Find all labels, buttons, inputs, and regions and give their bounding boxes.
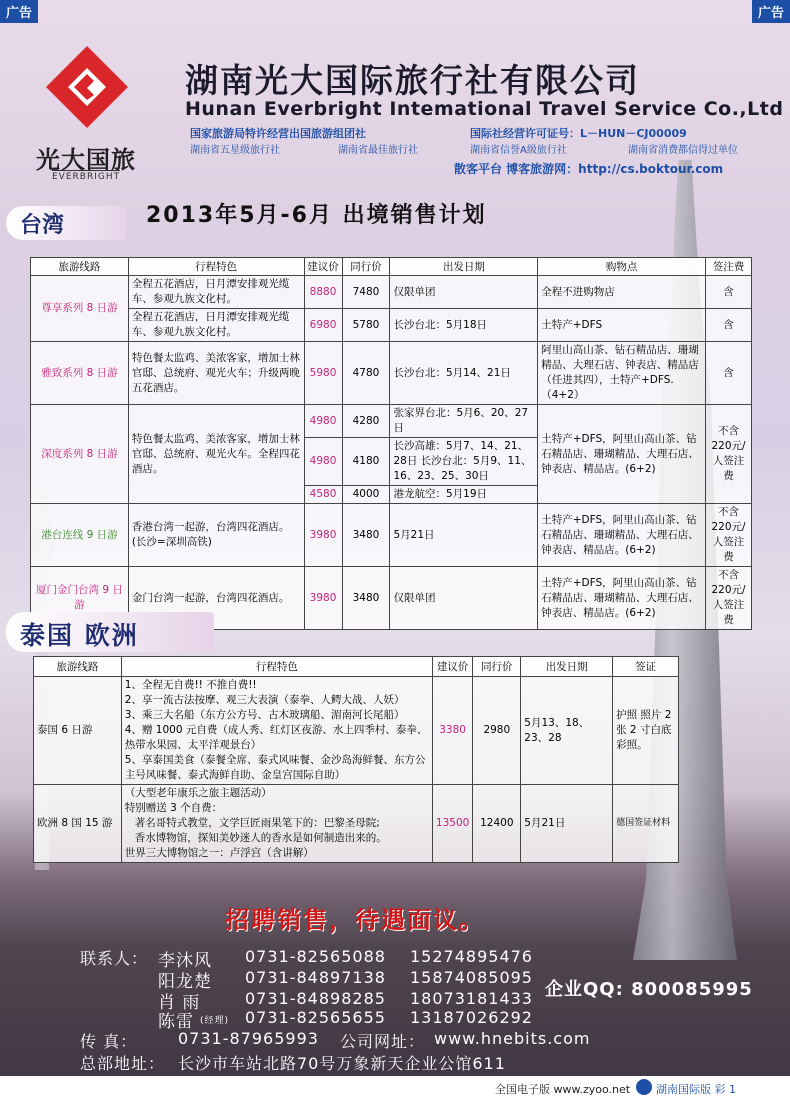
peer-price: 3480 [342, 504, 390, 567]
feature-line: 3、乘三大名船（东方公方号、古木玻璃船、湄南河长尾船） [124, 709, 405, 721]
contact-name: 肖 雨 [158, 993, 201, 1013]
suggested-price: 3980 [304, 567, 342, 630]
company-qq: 企业QQ: 800085995 [545, 979, 753, 1000]
shopping-points: 土特产+DFS [538, 309, 706, 342]
route-feature: 全程五花酒店，日月潭安排观光缆车、参观九族文化村。 [128, 309, 304, 342]
feature-line: 1、全程无自费!! 不推自费!! [124, 679, 257, 691]
shopping-points: 土特产+DFS，阿里山高山茶、钻石精品店、珊瑚精品、大理石店、钟表店、精品店。(6+2) [538, 405, 706, 504]
col-header-peer: 同行价 [473, 657, 521, 677]
table-row [31, 309, 752, 342]
visa-fee: 不含220元/人签注费 [706, 567, 752, 630]
visa-requirement: 护照 照片 2 张 2 寸白底彩照。 [613, 677, 679, 785]
departure-date: 5月13、18、23、28 [521, 677, 613, 785]
everbright-logo-icon [42, 42, 132, 132]
shopping-points: 全程不进购物店 [538, 276, 706, 309]
departure-date: 长沙台北：5月14、21日 [390, 342, 538, 405]
fax-label: 传 真： [80, 1032, 138, 1051]
feature-line: 2、享一流古法按摩、观三大表演（泰拳、人鳄大战、人妖） [124, 694, 405, 706]
feature-line: 特别赠送 3 个自费： [124, 802, 223, 814]
feature-line: 香水博物馆，探知美妙迷人的香水是如何制造出来的。 [134, 832, 387, 844]
contact-mobile: 18073181433 [410, 989, 533, 1008]
visa-fee: 含 [706, 309, 752, 342]
suggested-price: 6980 [304, 309, 342, 342]
departure-date: 5月21日 [521, 785, 613, 863]
departure-date: 仅限单团 [390, 276, 538, 309]
departure-date: 港龙航空：5月19日 [390, 486, 538, 504]
contact-phone: 0731-82565088 [245, 947, 386, 966]
ad-label-left: 广告 [0, 0, 38, 23]
route-feature: 特色餐太监鸡、美浓客家，增加士林官邸、总统府、观光火车。全程四花酒店。 [128, 405, 304, 504]
feature-line: 世界三大博物馆之一：卢浮宫（含讲解） [124, 847, 314, 859]
suggested-price: 4980 [304, 405, 342, 438]
visa-fee: 含 [706, 342, 752, 405]
peer-price: 4000 [342, 486, 390, 504]
col-header-date: 出发日期 [390, 258, 538, 276]
license-line-4: 湖南省最佳旅行社 [338, 145, 418, 156]
shopping-points: 土特产+DFS，阿里山高山茶、钻石精品店、珊瑚精品、大理石店、钟表店、精品店。(6+2) [538, 504, 706, 567]
license-line-3: 湖南省五星级旅行社 [190, 145, 280, 156]
contact-title: (经理) [200, 1016, 230, 1026]
suggested-price: 8880 [304, 276, 342, 309]
license-line-1: 国家旅游局特许经营出国旅游组团社 [190, 127, 366, 140]
suggested-price: 5980 [304, 342, 342, 405]
feature-line: 4、赠 1000 元自费（成人秀、红灯区夜游、水上四季村、泰拳、热带水果园、太平洋观景台） [124, 724, 428, 751]
recruitment-notice: 招聘销售，待遇面议。 [225, 906, 485, 934]
departure-date: 5月21日 [390, 504, 538, 567]
address: 长沙市车站北路70号万象新天企业公馆611 [178, 1054, 506, 1073]
region-tag-thailand-europe: 泰国 欧洲 [6, 612, 214, 652]
table-row [31, 405, 752, 438]
license-line-5: 湖南省信誉A级旅行社 [470, 145, 567, 156]
fax-number: 0731-87965993 [178, 1029, 319, 1048]
feature-line: 著名哥特式教堂，文学巨匠雨果笔下的：巴黎圣母院; [134, 817, 380, 829]
departure-date: 长沙高雄：5月7、14、21、28日 长沙台北：5月9、11、16、23、25、30日 [390, 438, 538, 486]
col-header-date: 出发日期 [521, 657, 613, 677]
feature-line: 5、享泰国美食（泰餐全席、泰式风味餐、金沙岛海鲜餐、东方公主号风味餐、泰式海鲜自助、金皇宫国际自助） [124, 754, 426, 781]
contact-phone: 0731-84897138 [245, 968, 386, 987]
table-header-row [31, 258, 752, 276]
address-label: 总部地址： [80, 1054, 166, 1073]
shopping-points: 土特产+DFS，阿里山高山茶、钻石精品店、珊瑚精品、大理石店、钟表店、精品店。(6+2) [538, 567, 706, 630]
route-feature: 香港台湾一起游，台湾四花酒店。(长沙=深圳高铁) [128, 504, 304, 567]
col-header-price: 建议价 [304, 258, 342, 276]
route-feature: 金门台湾一起游，台湾四花酒店。 [128, 567, 304, 630]
website-label: 公司网址： [340, 1032, 426, 1051]
visa-fee: 不含220元/人签注费 [706, 504, 752, 567]
table-row [31, 504, 752, 567]
col-header-visa: 签证 [613, 657, 679, 677]
table-header-row [34, 657, 679, 677]
visa-fee: 不含220元/人签注费 [706, 405, 752, 504]
company-name-cn: 湖南光大国际旅行社有限公司 [185, 61, 640, 100]
col-header-peer: 同行价 [342, 258, 390, 276]
contact-name: 陈雷 [158, 1012, 194, 1032]
suggested-price: 4580 [304, 486, 342, 504]
route-name: 尊享系列 8 日游 [31, 276, 129, 342]
peer-price: 5780 [342, 309, 390, 342]
route-name: 厦门金门台湾 9 日游 [31, 567, 129, 630]
route-name: 雅致系列 8 日游 [31, 342, 129, 405]
contact-label: 联系人： [80, 949, 149, 968]
col-header-route: 旅游线路 [34, 657, 122, 677]
contact-phone: 0731-82565655 [245, 1008, 386, 1027]
route-feature: 全程五花酒店，日月潭安排观光缆车、参观九族文化村。 [128, 276, 304, 309]
suggested-price: 3980 [304, 504, 342, 567]
ad-label-right: 广告 [752, 0, 790, 23]
col-header-feature: 行程特色 [121, 657, 432, 677]
route-feature [121, 785, 432, 863]
plan-title: 2013年5月-6月 出境销售计划 [146, 203, 487, 228]
departure-date: 长沙台北：5月18日 [390, 309, 538, 342]
departure-date: 仅限单团 [390, 567, 538, 630]
col-header-price: 建议价 [432, 657, 472, 677]
license-line-2: 国际社经营许可证号：L－HUN－CJ00009 [470, 127, 687, 140]
table-row [31, 276, 752, 309]
region-tag-taiwan: 台湾 [6, 206, 126, 240]
taiwan-table [30, 257, 752, 630]
footer-page: 湖南国际版 彩 1 [656, 1083, 736, 1096]
contact-name: 李沐风 [158, 951, 212, 971]
contact-mobile: 13187026292 [410, 1008, 533, 1027]
col-header-feature: 行程特色 [128, 258, 304, 276]
contact-name: 阳龙楚 [158, 972, 212, 992]
footer-edition: 全国电子版 www.zyoo.net [495, 1083, 631, 1096]
route-name: 泰国 6 日游 [34, 677, 122, 785]
contact-mobile: 15274895476 [410, 947, 533, 966]
shopping-points: 阿里山高山茶、钻石精品店、珊瑚精品、大理石店、钟表店、精品店（任进其四），土特产+DFS.（4+2） [538, 342, 706, 405]
col-header-route: 旅游线路 [31, 258, 129, 276]
suggested-price: 3380 [432, 677, 472, 785]
company-name-en: Hunan Everbright Intemational Travel Service Co.,Ltd [185, 98, 784, 120]
table-row [34, 677, 679, 785]
route-feature [121, 677, 432, 785]
peer-price: 2980 [473, 677, 521, 785]
peer-price: 4780 [342, 342, 390, 405]
table-row [31, 342, 752, 405]
col-header-visa: 签注费 [706, 258, 752, 276]
peer-price: 7480 [342, 276, 390, 309]
contact-mobile: 15874085095 [410, 968, 533, 987]
peer-price: 12400 [473, 785, 521, 863]
visa-requirement: 德国签证材料 [613, 785, 679, 863]
peer-price: 3480 [342, 567, 390, 630]
departure-date: 张家界台北：5月6、20、27日 [390, 405, 538, 438]
col-header-shop: 购物点 [538, 258, 706, 276]
zyoo-logo-icon [636, 1079, 652, 1095]
suggested-price: 4980 [304, 438, 342, 486]
logo-text-en: EVERBRIGHT [52, 172, 121, 182]
contact-phone: 0731-84898285 [245, 989, 386, 1008]
booking-website[interactable]: 散客平台 博客旅游网：http://cs.boktour.com [454, 162, 724, 176]
table-row [34, 785, 679, 863]
peer-price: 4280 [342, 405, 390, 438]
peer-price: 4180 [342, 438, 390, 486]
logo-text-cn: 光大国旅 [36, 146, 136, 174]
route-name: 欧洲 8 国 15 游 [34, 785, 122, 863]
route-name: 港台连线 9 日游 [31, 504, 129, 567]
thailand-europe-table [33, 656, 679, 863]
suggested-price: 13500 [432, 785, 472, 863]
feature-line: （大型老年康乐之旅主题活动） [124, 787, 272, 799]
visa-fee: 含 [706, 276, 752, 309]
route-name: 深度系列 8 日游 [31, 405, 129, 504]
website-link[interactable]: www.hnebits.com [434, 1029, 591, 1048]
license-line-6: 湖南省消费都信得过单位 [628, 145, 738, 156]
route-feature: 特色餐太监鸡、美浓客家，增加士林官邸、总统府、观光火车；升级两晚五花酒店。 [128, 342, 304, 405]
